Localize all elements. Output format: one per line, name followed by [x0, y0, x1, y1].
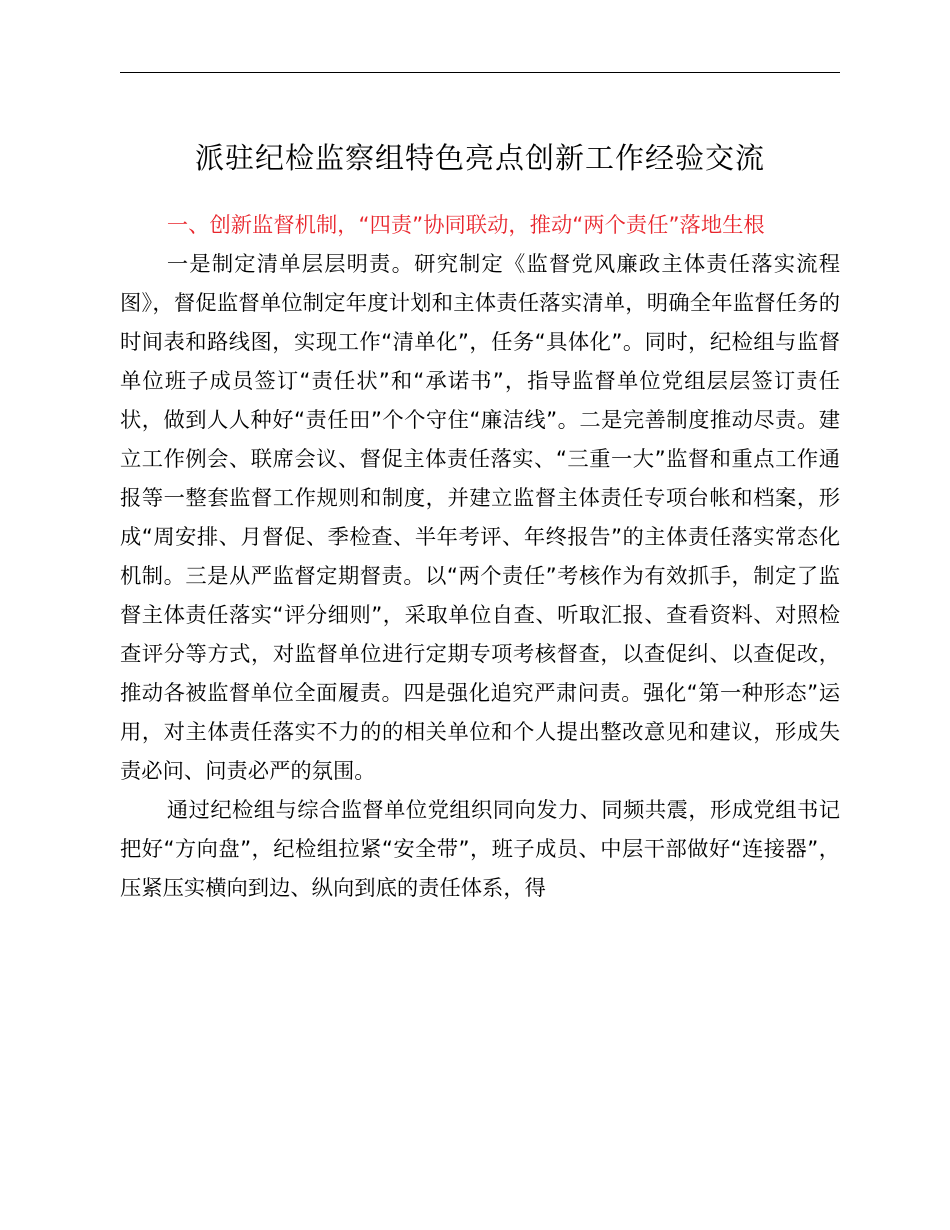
section-heading: 一、创新监督机制，“四责”协同联动，推动“两个责任”落地生根	[166, 213, 765, 238]
body-paragraph-2: 通过纪检组与综合监督单位党组织同向发力、同频共震，形成党组书记把好“方向盘”，纪检组拉紧“安全带”，班子成员、中层干部做好“连接器”，压紧压实横向到边、纵向到底的责任体系，得	[120, 798, 840, 901]
document-title: 派驻纪检监察组特色亮点创新工作经验交流	[194, 141, 765, 175]
header-rule	[120, 72, 840, 73]
document-body	[120, 206, 840, 908]
body-paragraph-1: 一是制定清单层层明责。研究制定《监督党风廉政主体责任落实流程图》，督促监督单位制定年度计划和主体责任落实清单，明确全年监督任务的时间表和路线图，实现工作“清单化”，任务“具体化”。同时，纪检组与监督单位班子成员签订“责任状”和“承诺书”，指导监督单位党组层层签订责任状，做到人人种好“责任田”个个守住“廉洁线”。二是完善制度推动尽责。建立工作例会、联席会议、督促主体责任落实、“三重一大”监督和重点工作通报等一整套监督工作规则和制度，并建立监督主体责任专项台帐和档案，形成“周安排、月督促、季检查、半年考评、年终报告”的主体责任落实常态化机制。三是从严监督定期督责。以“两个责任”考核作为有效抓手，制定了监督主体责任落实“评分细则”，采取单位自查、听取汇报、查看资料、对照检查评分等方式，对监督单位进行定期专项考核督查，以查促纠、以查促改，推动各被监督单位全面履责。四是强化追究严肃问责。强化“第一种形态”运用，对主体责任落实不力的的相关单位和个人提出整改意见和建议，形成失责必问、问责必严的氛围。	[120, 252, 840, 784]
